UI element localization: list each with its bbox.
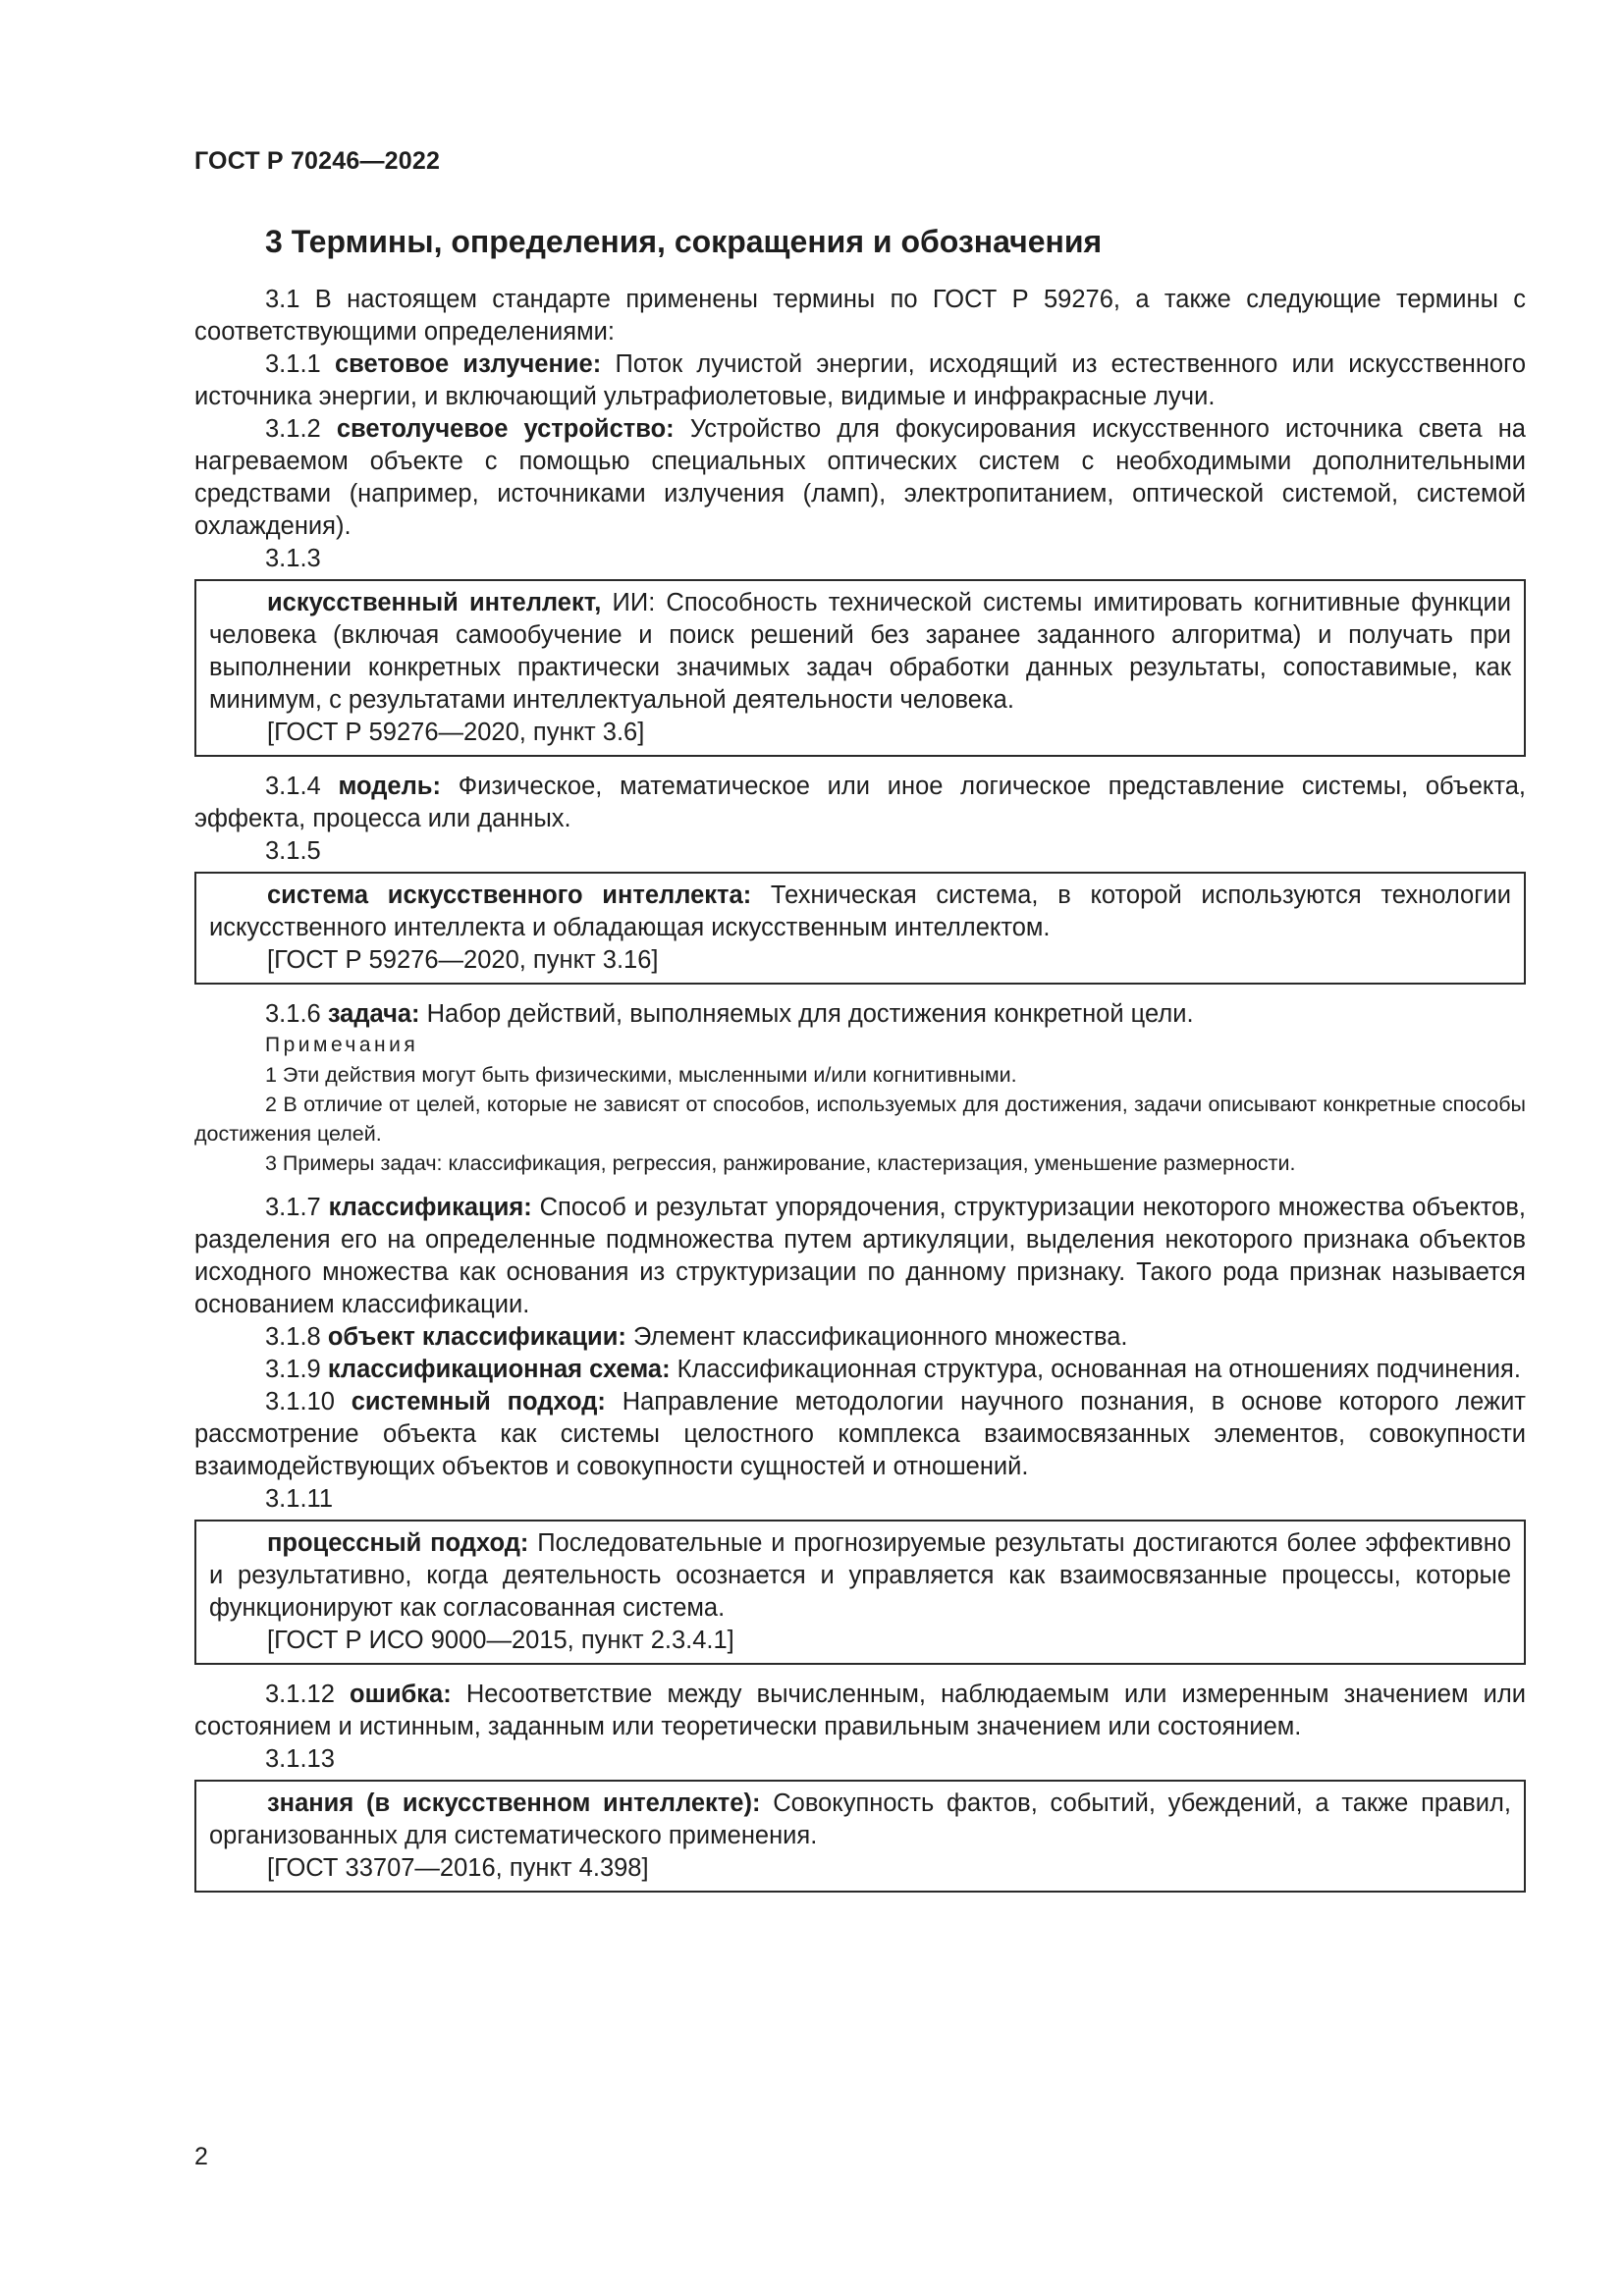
term-source: [ГОСТ Р 59276—2020, пункт 3.16] [267,946,659,974]
term-definition: Совокупность фактов, событий, убеждений, а также правил, организованных для систематического применения. [209,1789,1511,1849]
term-number: 3.1.10 [265,1388,335,1415]
term-definition: Несоответствие между вычисленным, наблюдаемым или измеренным значением или состоянием и истинным, заданным или теоретически правильным значением или состоянием. [194,1681,1526,1740]
notes-heading: Примечания [265,1034,419,1056]
term-box-3-1-11 [194,1520,1526,1665]
term-3-1-2 [194,413,1526,543]
term-definition: Классификационная структура, основанная на отношениях подчинения. [677,1356,1521,1383]
term-number-3-1-3: 3.1.3 [265,545,321,572]
term-number: 3.1.4 [265,773,321,800]
page-number: 2 [194,2143,208,2170]
term-definition: Элемент классификационного множества. [632,1323,1128,1351]
term-3-1-10 [194,1386,1526,1483]
term-source: [ГОСТ Р 59276—2020, пункт 3.6] [267,719,645,746]
term-definition: Техническая система, в которой используются технологии искусственного интеллекта и обладающая искусственным интеллектом. [209,881,1512,941]
term-name: система искусственного интеллекта: [267,881,752,909]
term-name: искусственный интеллект, [267,589,602,616]
term-name: знания (в искусственном интеллекте): [267,1789,761,1817]
term-name: классификационная схема: [327,1356,671,1383]
term-box-3-1-5 [194,872,1526,985]
term-name: светолучевое устройство: [336,415,675,443]
term-3-1-8 [194,1321,1526,1354]
term-3-1-4 [194,771,1526,835]
term-name: объект классификации: [327,1323,626,1351]
term-box-text [209,587,1511,717]
section-title: 3 Термины, определения, сокращения и обозначения [265,224,1103,259]
term-box-3-1-3 [194,579,1526,757]
term-number: 3.1.2 [265,415,321,443]
term-name: процессный подход: [267,1529,529,1557]
note-1: 1 Эти действия могут быть физическими, мысленными и/или когнитивными. [265,1063,1017,1087]
term-name: системный подход: [351,1388,606,1415]
term-definition: Поток лучистой энергии, исходящий из естественного или искусственного источника энергии, и включающий ультрафиолетовые, видимые и инфракрасные лучи. [194,350,1527,410]
term-box-text [209,880,1511,944]
term-name: классификация: [328,1194,532,1221]
term-box-text [209,1788,1511,1852]
term-number: 3.1.12 [265,1681,335,1708]
term-source: [ГОСТ Р ИСО 9000—2015, пункт 2.3.4.1] [267,1627,734,1654]
term-number-3-1-11: 3.1.11 [265,1485,334,1513]
note-3: 3 Примеры задач: классификация, регрессия, ранжирование, кластеризация, уменьшение размерности. [265,1151,1296,1175]
term-name: модель: [338,773,441,800]
term-3-1-6 [194,998,1526,1031]
term-definition: Набор действий, выполняемых для достижения конкретной цели. [426,1000,1194,1028]
term-number: 3.1.8 [265,1323,321,1351]
note-2: 2 В отличие от целей, которые не зависят от способов, используемых для достижения, задачи описывают конкретные способы достижения целей. [194,1093,1526,1146]
term-definition: Способ и результат упорядочения, структуризации некоторого множества объектов, разделения его на определенные подмножества путем артикуляции, выделения некоторого признака объектов исходного множества как основания из структуризации по данному признаку. Такого рода признак называется основанием классификации. [194,1194,1526,1318]
term-number: 3.1.6 [265,1000,321,1028]
term-name: ошибка: [350,1681,452,1708]
term-3-1-7 [194,1192,1526,1321]
term-number-3-1-13: 3.1.13 [265,1745,335,1773]
term-box-3-1-13 [194,1780,1526,1893]
term-definition: Физическое, математическое или иное логическое представление системы, объекта, эффекта, процесса или данных. [194,773,1527,832]
term-definition: Направление методологии научного познания, в основе которого лежит рассмотрение объекта как системы целостного комплекса взаимосвязанных элементов, совокупности взаимодействующих объектов и совокупности сущностей и отношений. [194,1388,1526,1480]
term-number: 3.1.9 [265,1356,321,1383]
term-definition: Последовательные и прогнозируемые результаты достигаются более эффективно и результативно, когда деятельность осознается и управляется как взаимосвязанные процессы, которые функционируют как согласованная система. [209,1529,1511,1622]
document-body [194,284,1526,1893]
term-number: 3.1.7 [265,1194,321,1221]
term-name: световое излучение: [334,350,602,378]
term-3-1-12 [194,1679,1526,1743]
term-3-1-1 [194,348,1526,413]
term-box-text [209,1527,1511,1625]
term-name: задача: [327,1000,420,1028]
intro-paragraph: 3.1 В настоящем стандарте применены термины по ГОСТ Р 59276, а также следующие термины с соответствующими определениями: [194,286,1526,346]
term-source: [ГОСТ 33707—2016, пункт 4.398] [267,1854,649,1882]
term-3-1-9 [194,1354,1526,1386]
term-number: 3.1.1 [265,350,321,378]
term-definition: Устройство для фокусирования искусственного источника света на нагреваемом объекте с помощью специальных оптических систем с необходимыми дополнительными средствами (например, источниками излучения (ламп), электропитанием, оптической системой, системой охлаждения). [194,415,1526,540]
term-number-3-1-5: 3.1.5 [265,837,321,865]
document-header: ГОСТ Р 70246—2022 [194,147,441,175]
term-definition: ИИ: Способность технической системы имитировать когнитивные функции человека (включая самообучение и поиск решений без заранее заданного алгоритма) и получать при выполнении конкретных практически значимых задач обработки данных результаты, сопоставимые, как минимум, с результатами интеллектуальной деятельности человека. [209,589,1511,714]
